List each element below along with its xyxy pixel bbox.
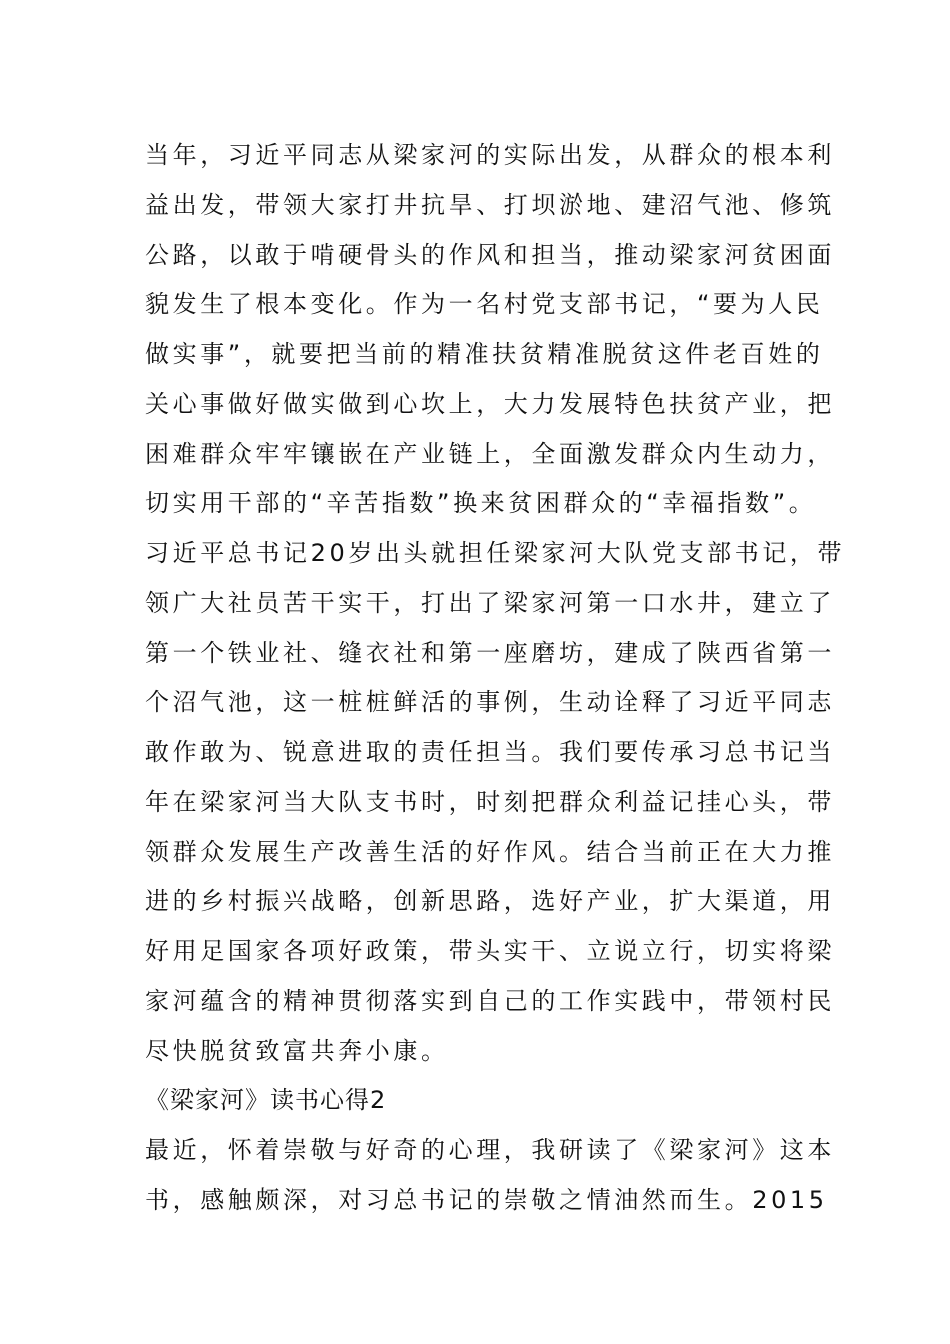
- paragraph-3: [145, 1126, 835, 1226]
- paragraph-line: 公路，以敢于啃硬骨头的作风和担当，推动梁家河贫困面: [145, 240, 835, 269]
- paragraph-line: 家河蕴含的精神贯彻落实到自己的工作实践中，带领村民: [145, 986, 835, 1015]
- paragraph-line: 个沼气池，这一桩桩鲜活的事例，生动诠释了习近平同志: [145, 688, 835, 717]
- paragraph-line: 领广大社员苦干实干，打出了梁家河第一口水井，建立了: [145, 588, 835, 617]
- paragraph-line: 书，感触颇深，对习总书记的崇敬之情油然而生。2015: [145, 1185, 828, 1214]
- document-body: [145, 131, 846, 1226]
- paragraph-2: [145, 529, 846, 1076]
- paragraph-line: 貌发生了根本变化。作为一名村党支部书记，“要为人民: [145, 290, 824, 319]
- paragraph-line: 进的乡村振兴战略，创新思路，选好产业，扩大渠道，用: [145, 887, 835, 916]
- paragraph-1: [145, 131, 835, 529]
- section-heading: 《梁家河》读书心得2: [145, 1086, 387, 1115]
- paragraph-line: 益出发，带领大家打井抗旱、打坝淤地、建沼气池、修筑: [145, 190, 835, 219]
- paragraph-line: 年在梁家河当大队支书时，时刻把群众利益记挂心头，带: [145, 787, 835, 816]
- paragraph-line: 好用足国家各项好政策，带头实干、立说立行，切实将梁: [145, 937, 835, 965]
- paragraph-line: 领群众发展生产改善生活的好作风。结合当前正在大力推: [145, 837, 835, 866]
- paragraph-line: 切实用干部的“辛苦指数”换来贫困群众的“幸福指数”。: [145, 489, 817, 518]
- paragraph-line: 敢作敢为、锐意进取的责任担当。我们要传承习总书记当: [145, 738, 835, 766]
- paragraph-line: 尽快脱贫致富共奔小康。: [145, 1036, 449, 1065]
- paragraph-line: 关心事做好做实做到心坎上，大力发展特色扶贫产业，把: [145, 389, 835, 418]
- paragraph-line: 做实事”，就要把当前的精准扶贫精准脱贫这件老百姓的: [145, 340, 824, 368]
- paragraph-line: 习近平总书记20岁出头就担任梁家河大队党支部书记，带: [145, 539, 846, 567]
- paragraph-line: 当年，习近平同志从梁家河的实际出发，从群众的根本利: [145, 141, 835, 169]
- paragraph-line: 最近，怀着崇敬与好奇的心理，我研读了《梁家河》这本: [145, 1136, 835, 1164]
- paragraph-line: 困难群众牢牢镶嵌在产业链上，全面激发群众内生动力，: [145, 439, 835, 468]
- paragraph-line: 第一个铁业社、缝衣社和第一座磨坊，建成了陕西省第一: [145, 638, 835, 667]
